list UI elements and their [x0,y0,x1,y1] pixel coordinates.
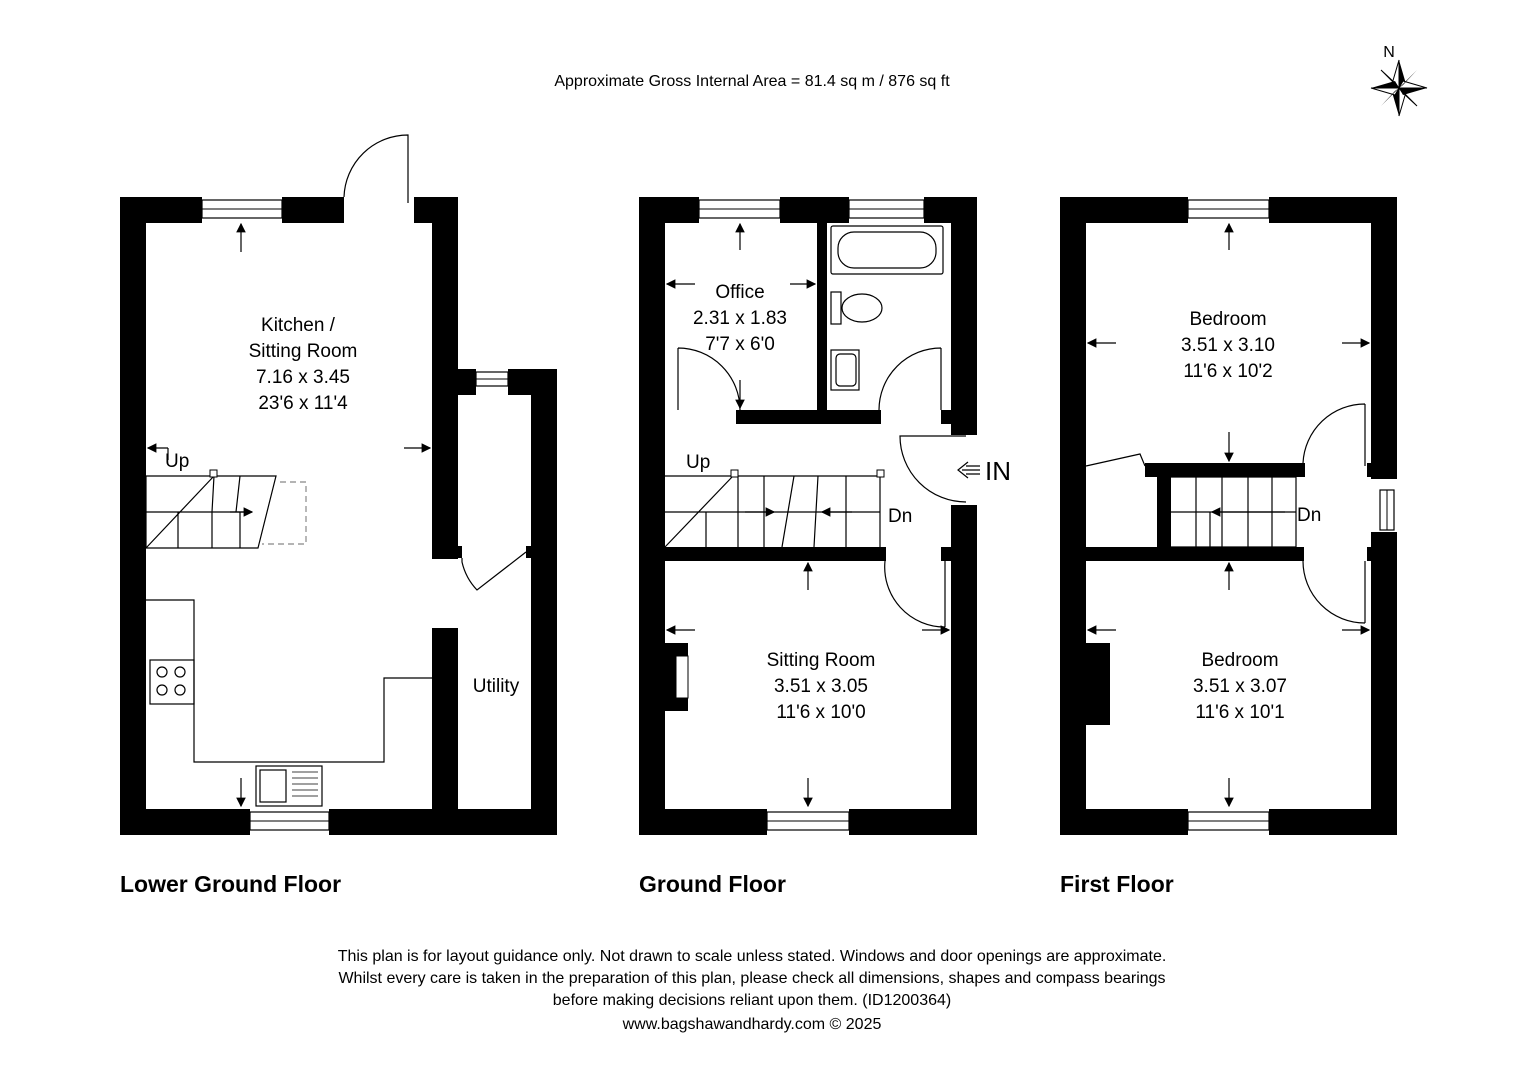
office-metric: 2.31 x 1.83 [692,308,788,329]
bedroom1-imperial: 11'6 x 10'2 [1183,361,1273,382]
sitting-room-imperial: 11'6 x 10'0 [776,702,866,723]
disclaimer-line3: before making decisions reliant upon them. (ID1200364) [552,992,952,1009]
sitting-room-metric: 3.51 x 3.05 [773,676,869,697]
sitting-room-name: Sitting Room [766,650,876,671]
compass-icon [1371,44,1427,116]
kitchen-metric: 7.16 x 3.45 [255,367,351,388]
lower-ground-floor-title: Lower Ground Floor [120,871,342,897]
bedroom2-imperial: 11'6 x 10'1 [1195,702,1285,723]
website-copyright[interactable]: www.bagshawandhardy.com © 2025 [622,1016,882,1033]
bedroom2-name: Bedroom [1201,650,1279,671]
kitchen-name-line1: Kitchen / [261,315,335,336]
lower-stair-up-label: Up [165,451,190,472]
ground-stair-up-label: Up [686,452,711,473]
bedroom1-name: Bedroom [1189,309,1267,330]
kitchen-name-line2: Sitting Room [248,341,358,362]
first-floor-plan [1060,197,1397,835]
entrance-label: IN [985,456,1011,486]
bedroom1-metric: 3.51 x 3.10 [1180,335,1276,356]
lower-ground-floor-plan [120,135,557,835]
disclaimer-line2: Whilst every care is taken in the preparation of this plan, please check all dimensions, shapes and compass bearings [338,970,1166,987]
office-imperial: 7'7 x 6'0 [705,334,775,355]
kitchen-imperial: 23'6 x 11'4 [258,393,348,414]
ground-stair-down-label: Dn [888,506,913,527]
ground-floor-title: Ground Floor [639,871,786,897]
bedroom2-metric: 3.51 x 3.07 [1192,676,1288,697]
office-name: Office [715,282,765,303]
first-stair-down-label: Dn [1297,505,1322,526]
first-floor-title: First Floor [1060,871,1174,897]
gross-area-text: Approximate Gross Internal Area = 81.4 sq m / 876 sq ft [554,73,950,90]
ground-floor-plan [639,197,980,835]
disclaimer-line1: This plan is for layout guidance only. Not drawn to scale unless stated. Windows and door openings are approximate. [337,948,1167,965]
utility-name: Utility [472,676,520,697]
compass-north-label: N [1383,44,1395,61]
